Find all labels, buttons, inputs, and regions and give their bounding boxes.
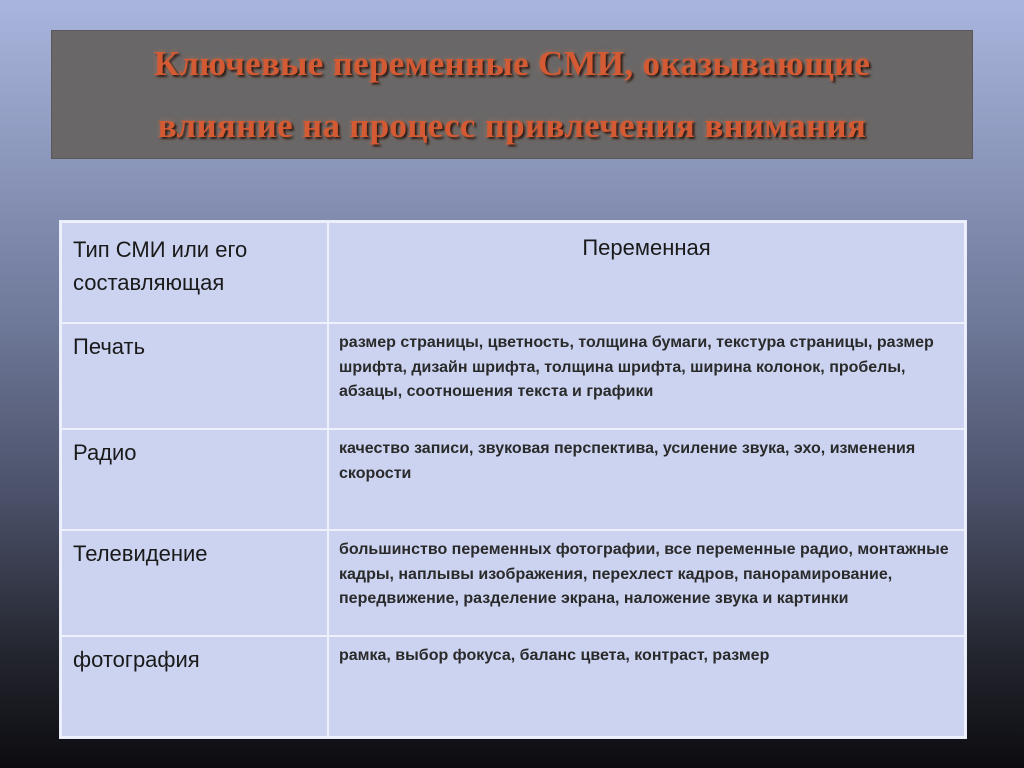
media-type-cell: Радио — [61, 429, 328, 530]
media-variables-table — [60, 221, 966, 738]
media-type-cell: Печать — [61, 323, 328, 429]
table-row — [61, 429, 965, 530]
header-variable: Переменная — [328, 222, 965, 323]
slide-title-line-2: влияние на процесс привлечения внимания — [157, 105, 867, 145]
slide-title-line-1: Ключевые переменные СМИ, оказывающие — [153, 43, 871, 83]
slide-title-banner — [51, 30, 973, 159]
variables-cell: размер страницы, цветность, толщина бумаги, текстура страницы, размер шрифта, дизайн шрифта, толщина шрифта, ширина колонок, пробелы, абзацы, соотношения текста и графики — [328, 323, 965, 429]
media-type-cell: Телевидение — [61, 530, 328, 636]
variables-cell: качество записи, звуковая перспектива, усиление звука, эхо, изменения скорости — [328, 429, 965, 530]
media-type-cell: фотография — [61, 636, 328, 737]
variables-cell: большинство переменных фотографии, все переменные радио, монтажные кадры, наплывы изображения, перехлест кадров, панорамирование, передвижение, разделение экрана, наложение звука и картинки — [328, 530, 965, 636]
table-row — [61, 636, 965, 737]
table-header-row — [61, 222, 965, 323]
table-row — [61, 323, 965, 429]
header-media-type: Тип СМИ или его составляющая — [61, 222, 328, 323]
table-row — [61, 530, 965, 636]
variables-cell: рамка, выбор фокуса, баланс цвета, контраст, размер — [328, 636, 965, 737]
